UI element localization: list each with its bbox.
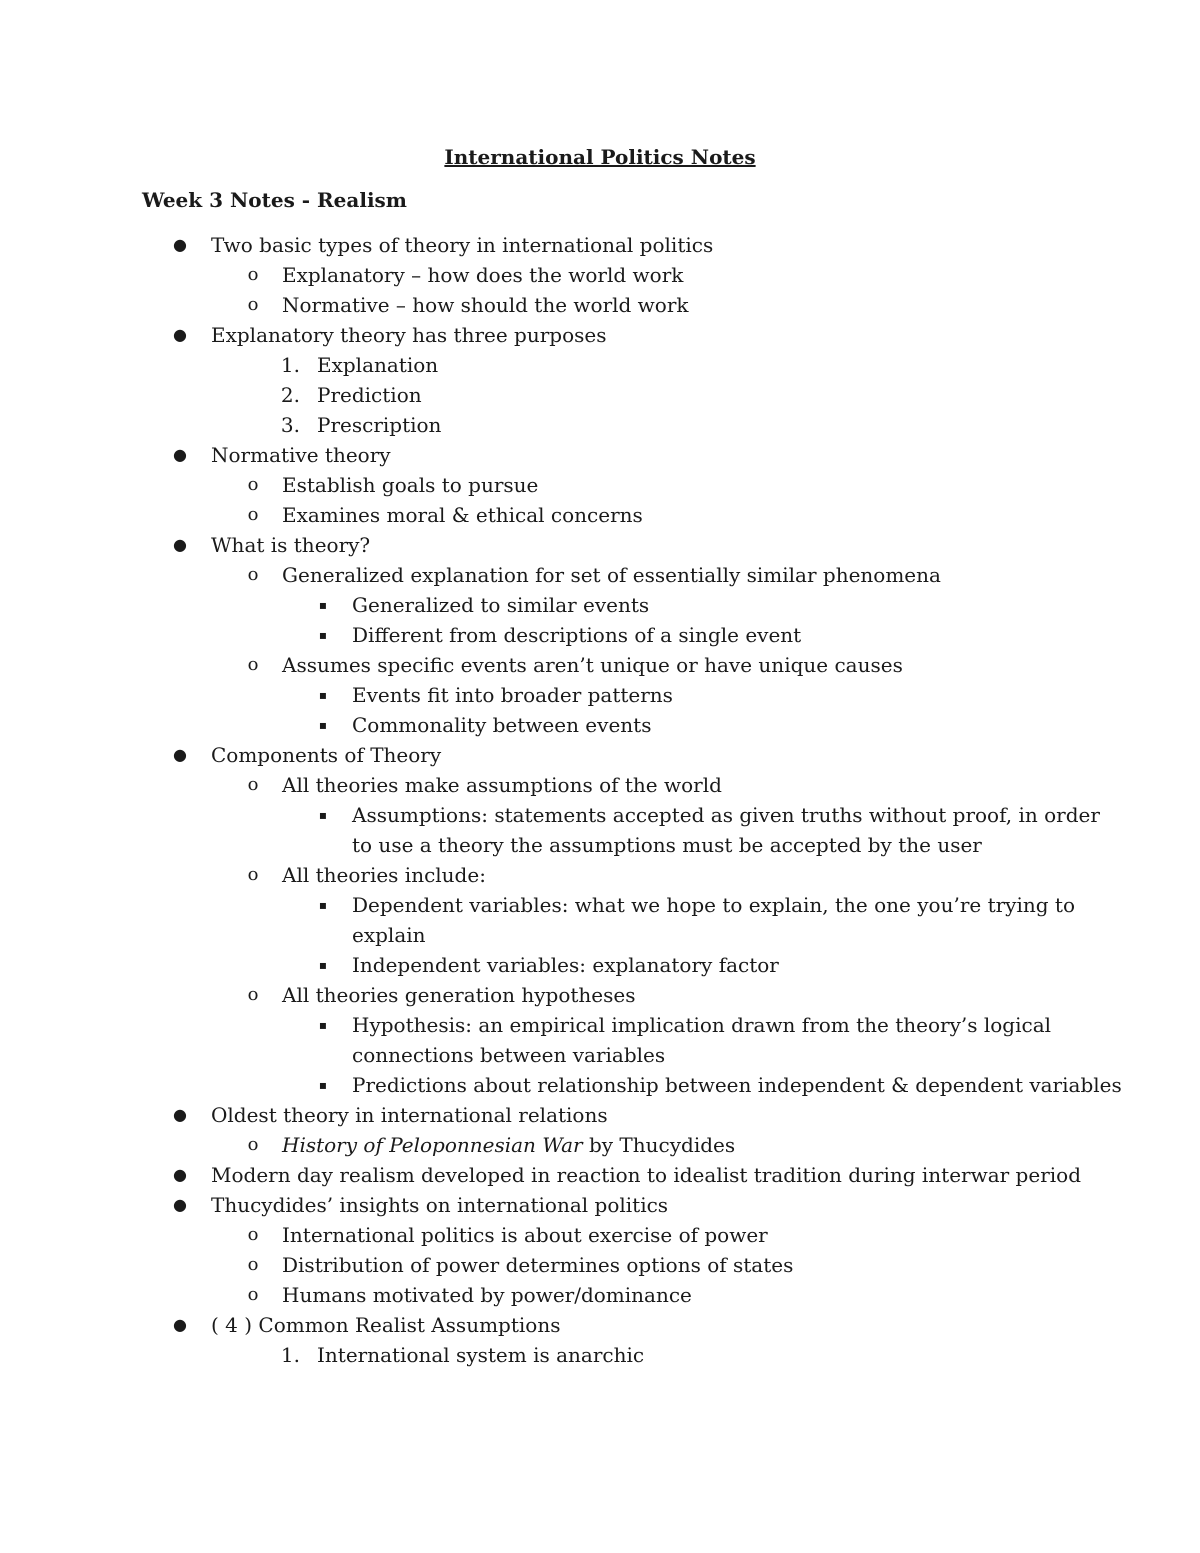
document-title: International Politics Notes [444,145,756,169]
note-text: Explanation [317,353,439,377]
bullet-icon: ● [173,535,187,554]
note-text: Assumes specific events aren’t unique or have unique causes [282,653,903,677]
bullet-icon: ● [173,745,187,764]
note-text: Assumptions: statements accepted as given truths without proof, in order [352,803,1100,827]
note-line [0,1190,1200,1220]
note-line [0,1040,1200,1070]
note-text: Components of Theory [211,743,442,767]
note-line [0,380,1200,410]
note-line [0,470,1200,500]
square-bullet-icon: ▪ [318,718,328,732]
note-text: Explanatory theory has three purposes [211,323,607,347]
note-line [0,1310,1200,1340]
note-line [0,560,1200,590]
note-line [0,260,1200,290]
circle-bullet-icon: o [247,774,259,795]
note-text: Explanatory – how does the world work [282,263,684,287]
note-text: Hypothesis: an empirical implication drawn from the theory’s logical [352,1013,1052,1037]
note-line [0,440,1200,470]
note-line [0,1010,1200,1040]
square-bullet-icon: ▪ [318,898,328,912]
note-line [0,320,1200,350]
circle-bullet-icon: o [247,654,259,675]
book-title: History of Peloponnesian War [282,1133,583,1157]
bullet-icon: ● [173,1105,187,1124]
note-text: Prediction [317,383,422,407]
note-text: All theories include: [282,863,486,887]
note-line [0,710,1200,740]
note-text: Events fit into broader patterns [352,683,673,707]
square-bullet-icon: ▪ [318,808,328,822]
circle-bullet-icon: o [247,1134,259,1155]
bullet-icon: ● [173,1165,187,1184]
note-line [0,500,1200,530]
note-line [0,920,1200,950]
circle-bullet-icon: o [247,1284,259,1305]
note-text: Oldest theory in international relations [211,1103,608,1127]
note-line [0,1130,1200,1160]
note-text: Generalized explanation for set of essentially similar phenomena [282,563,941,587]
note-line [0,680,1200,710]
bullet-icon: ● [173,1315,187,1334]
notes-list [0,230,1200,1370]
note-text: Generalized to similar events [352,593,650,617]
note-line [0,590,1200,620]
note-line [0,980,1200,1010]
circle-bullet-icon: o [247,1254,259,1275]
square-bullet-icon: ▪ [318,958,328,972]
note-text: Independent variables: explanatory factor [352,953,779,977]
note-text [282,1130,735,1160]
list-number: 1. [280,1343,300,1367]
list-number: 1. [280,353,300,377]
section-heading: Week 3 Notes - Realism [142,188,407,212]
note-line [0,350,1200,380]
note-text: Dependent variables: what we hope to explain, the one you’re trying to [352,893,1075,917]
list-number: 3. [280,413,300,437]
note-text: Establish goals to pursue [282,473,539,497]
note-text: Thucydides’ insights on international politics [211,1193,669,1217]
note-line [0,770,1200,800]
note-text: ( 4 ) Common Realist Assumptions [211,1313,561,1337]
note-text: Commonality between events [352,713,652,737]
note-text: Normative theory [211,443,391,467]
note-line [0,530,1200,560]
note-line [0,1160,1200,1190]
note-line [0,1070,1200,1100]
square-bullet-icon: ▪ [318,688,328,702]
note-text: Prescription [317,413,442,437]
note-line [0,890,1200,920]
bullet-icon: ● [173,1195,187,1214]
note-text: Examines moral & ethical concerns [282,503,643,527]
note-text: Humans motivated by power/dominance [282,1283,692,1307]
note-line [0,1220,1200,1250]
note-line [0,860,1200,890]
note-text: explain [352,923,426,947]
note-text: All theories generation hypotheses [282,983,636,1007]
note-line [0,410,1200,440]
bullet-icon: ● [173,325,187,344]
square-bullet-icon: ▪ [318,628,328,642]
note-text: connections between variables [352,1043,666,1067]
note-text: Different from descriptions of a single event [352,623,802,647]
circle-bullet-icon: o [247,1224,259,1245]
circle-bullet-icon: o [247,264,259,285]
circle-bullet-icon: o [247,294,259,315]
square-bullet-icon: ▪ [318,598,328,612]
note-text-rest: by Thucydides [582,1133,736,1157]
bullet-icon: ● [173,235,187,254]
square-bullet-icon: ▪ [318,1018,328,1032]
note-text: All theories make assumptions of the world [282,773,722,797]
note-line [0,1100,1200,1130]
note-line [0,230,1200,260]
note-line [0,290,1200,320]
note-line [0,950,1200,980]
note-text: International politics is about exercise of power [282,1223,768,1247]
note-text: Distribution of power determines options of states [282,1253,794,1277]
note-text: Two basic types of theory in international politics [211,233,714,257]
note-line [0,740,1200,770]
note-line [0,620,1200,650]
circle-bullet-icon: o [247,564,259,585]
bullet-icon: ● [173,445,187,464]
note-text: Predictions about relationship between independent & dependent variables [352,1073,1122,1097]
note-text: International system is anarchic [317,1343,645,1367]
list-number: 2. [280,383,300,407]
note-line [0,1340,1200,1370]
note-text: Modern day realism developed in reaction to idealist tradition during interwar period [211,1163,1081,1187]
note-text: to use a theory the assumptions must be accepted by the user [352,833,982,857]
note-line [0,1280,1200,1310]
circle-bullet-icon: o [247,864,259,885]
circle-bullet-icon: o [247,474,259,495]
note-line [0,1250,1200,1280]
note-text: Normative – how should the world work [282,293,689,317]
circle-bullet-icon: o [247,504,259,525]
note-line [0,800,1200,830]
circle-bullet-icon: o [247,984,259,1005]
note-text: What is theory? [211,533,371,557]
square-bullet-icon: ▪ [318,1078,328,1092]
note-line [0,830,1200,860]
note-line [0,650,1200,680]
